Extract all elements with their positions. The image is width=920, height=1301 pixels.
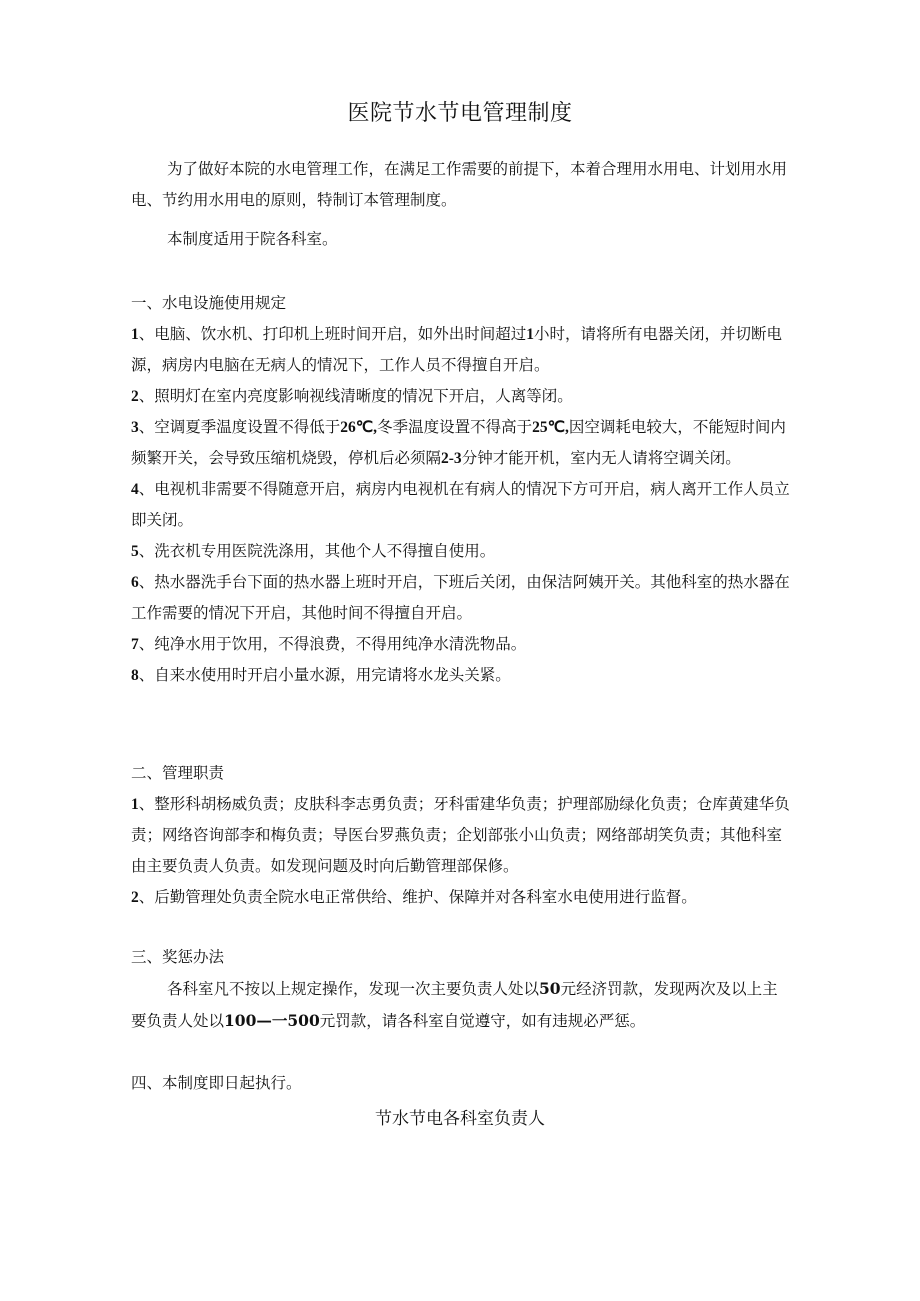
item-number: 7 — [131, 636, 139, 653]
list-item — [131, 412, 791, 474]
list-item — [131, 882, 791, 913]
section-effective — [131, 1068, 791, 1099]
scope-paragraph: 本制度适用于院各科室。 — [167, 230, 338, 248]
item-text: 、电视机非需要不得随意开启，病房内电视机在有病人的情况下方可开启，病人离开工作人员立即关闭。 — [131, 480, 790, 529]
item-text: 、空调夏季温度设置不得低于 — [138, 418, 341, 436]
item-text: 、热水器洗手台下面的热水器上班时开启，下班后关闭，由保洁阿姨开关。其他科室的热水器在工作需要的情况下开启，其他时间不得擅自开启。 — [131, 573, 790, 622]
item-number: 4 — [131, 481, 139, 498]
item-number: 1 — [131, 326, 139, 343]
penalty-text-3: 元罚款，请各科室自觉遵守，如有违规必严惩。 — [319, 1012, 646, 1030]
section-heading: 一、水电设施使用规定 — [131, 294, 287, 312]
penalty-paragraph — [131, 973, 791, 1037]
item-text: 、照明灯在室内亮度影响视线清晰度的情况下开启，人离等闭。 — [138, 387, 573, 405]
list-item — [131, 789, 791, 882]
intro-paragraph: 为了做好本院的水电管理工作，在满足工作需要的前提下，本着合理用水用电、计划用水用电、节约用水用电的原则，特制订本管理制度。 — [131, 160, 788, 209]
signature-line: 节水节电各科室负责人 — [375, 1109, 545, 1129]
item-text-c: 因空调耗电较大，不能短时间内频繁开关，会导致压缩机烧毁，停机后必须隔 — [131, 418, 786, 467]
item-text: 、整形科胡杨威负责；皮肤科李志勇负责；牙科雷建华负责；护理部励绿化负责；仓库黄建华负责；网络咨询部李和梅负责；导医台罗燕负责；企划部张小山负责；网络部胡笑负责；其他科室由主要负责人负责。如发现问题及时向后勤管理部保修。 — [131, 795, 790, 875]
item-text: 、自来水使用时开启小量水源，用完请将水龙头关紧。 — [138, 666, 511, 684]
item-number: 8 — [131, 667, 139, 684]
item-text-cont: 小时，请将所有电器关闭，并切断电源，病房内电脑在无病人的情况下，工作人员不得擅自开启。 — [131, 325, 783, 374]
item-number: 1 — [131, 796, 139, 813]
penalty-text-1: 各科室凡不按以上规定操作，发现一次主要负责人处以 — [167, 980, 540, 998]
item-number: 6 — [131, 574, 139, 591]
item-number: 2 — [131, 388, 139, 405]
item-text: 、洗衣机专用医院洗涤用，其他个人不得擅自使用。 — [138, 542, 496, 560]
section-heading: 四、本制度即日起执行。 — [131, 1074, 302, 1092]
item-text: 、后勤管理处负责全院水电正常供给、维护、保障并对各科室水电使用进行监督。 — [138, 888, 697, 906]
fine-amount-min: 100 — [224, 1011, 257, 1030]
item-number-inline: 1 — [526, 326, 535, 343]
fine-amount-max: 500 — [287, 1011, 320, 1030]
list-item — [131, 660, 791, 691]
wait-minutes: 2-3 — [441, 450, 462, 467]
document-title: 医院节水节电管理制度 — [347, 101, 573, 126]
list-item — [131, 474, 791, 536]
item-text: 、纯净水用于饮用，不得浪费，不得用纯净水清洗物品。 — [138, 635, 527, 653]
list-item — [131, 381, 791, 412]
fine-amount-first: 50 — [539, 979, 561, 998]
section-usage-rules — [131, 288, 791, 691]
list-item — [131, 567, 791, 629]
item-text-b: 冬季温度设置不得高于 — [377, 418, 533, 436]
item-text-d: 分钟才能开机，室内无人请将空调关闭。 — [461, 449, 741, 467]
item-number: 3 — [131, 419, 139, 436]
section-responsibilities — [131, 758, 791, 913]
item-text: 、电脑、饮水机、打印机上班时间开启，如外出时间超过 — [138, 325, 527, 343]
list-item — [131, 629, 791, 660]
penalty-text-2: 元经济罚款，发现两次及以上主要负责人处以 — [131, 980, 778, 1030]
list-item — [131, 536, 791, 567]
item-number: 2 — [131, 889, 139, 906]
winter-temp: 25℃, — [532, 419, 569, 436]
section-rewards-penalties — [131, 942, 791, 1037]
section-heading: 三、奖惩办法 — [131, 948, 225, 966]
range-dash: —一 — [256, 1011, 288, 1030]
section-heading: 二、管理职责 — [131, 764, 225, 782]
list-item — [131, 319, 791, 381]
summer-temp: 26℃, — [340, 419, 378, 436]
item-number: 5 — [131, 543, 139, 560]
